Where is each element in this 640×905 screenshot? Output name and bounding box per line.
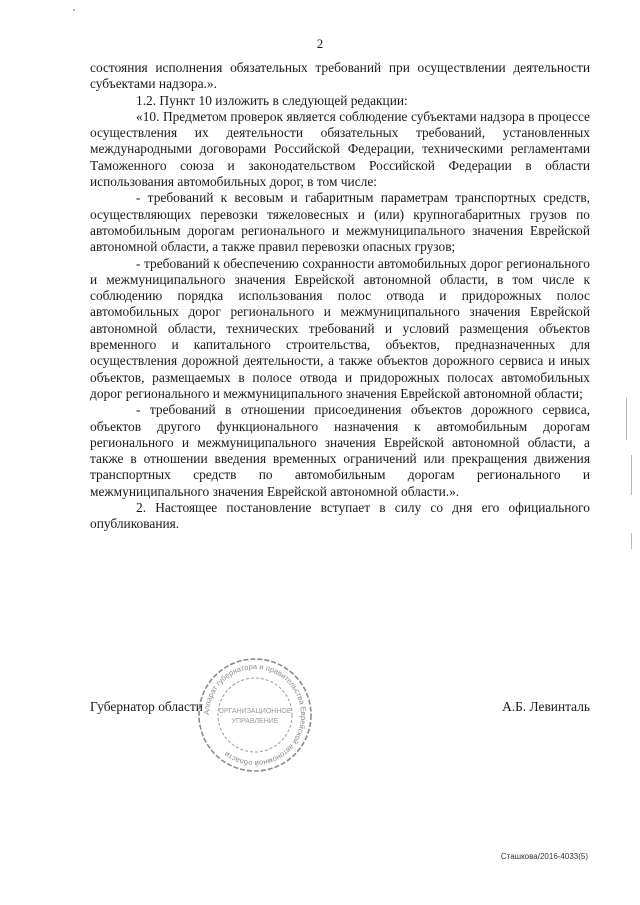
stamp-outer-text: Аппарат губернатора и правительства Еврейской автономной области bbox=[201, 661, 309, 769]
scan-mark bbox=[631, 533, 632, 549]
paragraph-continuation: состояния исполнения обязательных требований при осуществлении деятельности субъектами надзора.». bbox=[90, 60, 590, 92]
signatory-name: А.Б. Левинталь bbox=[502, 699, 590, 714]
paragraph-requirement-weight: - требований к весовым и габаритным параметрам транспортных средств, осуществляющих перевозки тяжеловесных и (или) крупногабаритных грузов по автомобильным дорогам регионального и межмуниципального значения Еврейской автономной области, а также правил перевозки опасных грузов; bbox=[90, 190, 590, 255]
paragraph-requirement-connection: - требований в отношении присоединения объектов дорожного сервиса, объектов другого функционального назначения к автомобильным дорогам регионального и межмуниципального значения Еврейской автономной области, а также в отношении введения временных ограничений или прекращения движения транспортных средств по автомобильным дорогам регионального и межмуниципального значения Еврейской автономной области.». bbox=[90, 402, 590, 499]
paragraph-item-10: «10. Предметом проверок является соблюдение субъектами надзора в процессе осуществления их деятельности обязательных требований, установленных международными договорами Российской Федерации, техническими регламентами Таможенного союза и законодательством Российской Федерации в области использования автомобильных дорог, в том числе: bbox=[90, 108, 590, 190]
stamp-inner-ring bbox=[218, 678, 292, 752]
scan-mark bbox=[626, 398, 627, 440]
scan-mark bbox=[73, 9, 75, 11]
document-code: Сташкова/2016-4033(5) bbox=[500, 852, 588, 861]
official-stamp bbox=[195, 655, 315, 775]
signatory-position: Губернатор области bbox=[90, 699, 203, 714]
stamp-outer-ring bbox=[199, 659, 311, 771]
paragraph-clause-1-2: 1.2. Пункт 10 изложить в следующей редакции: bbox=[136, 92, 408, 108]
body-text bbox=[90, 60, 590, 533]
stamp-inner-text-2: УПРАВЛЕНИЕ bbox=[231, 718, 279, 725]
stamp-inner-text-1: ОРГАНИЗАЦИОННОЕ bbox=[218, 708, 292, 715]
paragraph-effective-date: 2. Настоящее постановление вступает в силу со дня его официального опубликования. bbox=[90, 500, 590, 532]
paragraph-requirement-preservation: - требований к обеспечению сохранности автомобильных дорог регионального и межмуниципального значения Еврейской автономной области, в том числе к соблюдению порядка использования полос отвода и придорожных полос автомобильных дорог регионального и межмуниципального значения Еврейской автономной области, технических требований и условий размещения объектов временного и капитального строительства, объектов, предназначенных для осуществления дорожной деятельности, а также объектов дорожного сервиса и иных объектов, размещаемых в полосе отвода и придорожных полосах автомобильных дорог регионального и межмуниципального значения Еврейской автономной области; bbox=[90, 255, 590, 401]
page-number: 2 bbox=[316, 36, 324, 51]
scan-mark bbox=[631, 455, 632, 495]
